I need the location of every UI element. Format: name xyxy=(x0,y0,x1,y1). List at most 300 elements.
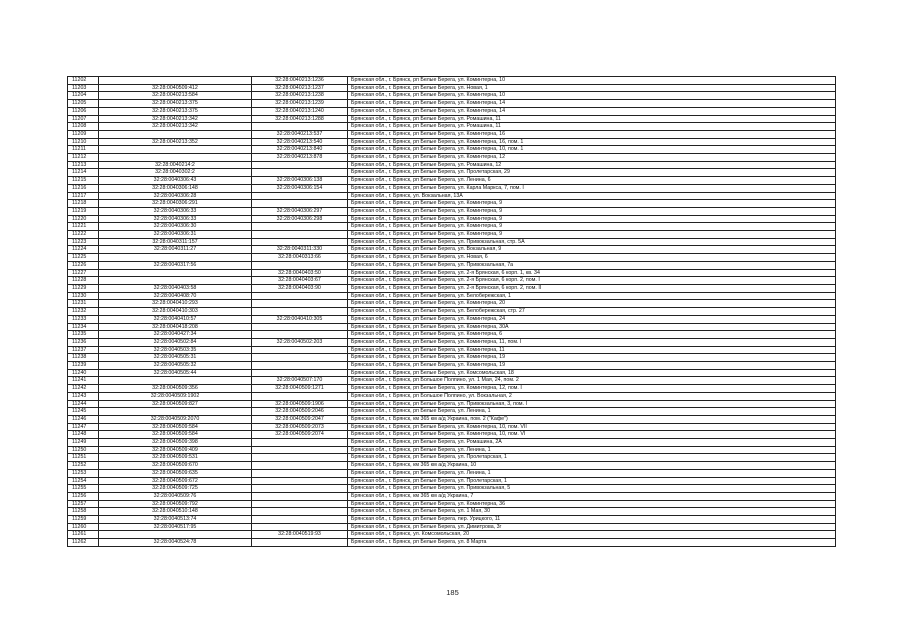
address-cell: Брянская обл., г. Брянск, ул. Вокзальная, 13А xyxy=(348,192,836,200)
row-number-cell: 11238 xyxy=(68,354,99,362)
table-row xyxy=(68,539,836,547)
address-cell: Брянская обл., г. Брянск, рп Белые Берега, ул. Коминтерна, 16, пом. 1 xyxy=(348,138,836,146)
table-row xyxy=(68,485,836,493)
table-row xyxy=(68,431,836,439)
land-cadastral-cell: 32:28:0040214:2 xyxy=(99,161,252,169)
table-row xyxy=(68,354,836,362)
address-cell: Брянская обл., г. Брянск, рп Белые Берега, ул. Коминтерна, 9 xyxy=(348,231,836,239)
building-cadastral-cell xyxy=(252,323,348,331)
building-cadastral-cell xyxy=(252,346,348,354)
land-cadastral-cell: 32:28:0040524:78 xyxy=(99,539,252,547)
building-cadastral-cell xyxy=(252,523,348,531)
table-row xyxy=(68,446,836,454)
address-cell: Брянская обл., г. Брянск, рп Белые Берега, ул. Белобережская, 1 xyxy=(348,292,836,300)
address-cell: Брянская обл., г. Брянск, рп Белые Берега, ул. Коминтерна, 24 xyxy=(348,315,836,323)
building-cadastral-cell xyxy=(252,439,348,447)
table-row xyxy=(68,269,836,277)
row-number-cell: 11204 xyxy=(68,92,99,100)
table-row xyxy=(68,300,836,308)
building-cadastral-cell: 32:28:0040410:305 xyxy=(252,315,348,323)
land-cadastral-cell xyxy=(99,269,252,277)
row-number-cell: 11241 xyxy=(68,377,99,385)
table-row xyxy=(68,439,836,447)
address-cell: Брянская обл., г. Брянск, рп Белые Берега, ул. Коминтерна, 14 xyxy=(348,100,836,108)
table-row xyxy=(68,130,836,138)
table-row xyxy=(68,138,836,146)
land-cadastral-cell: 32:28:0040410:293 xyxy=(99,300,252,308)
address-cell: Брянская обл., г. Брянск, рп Белые Берега, ул. Ромашина, 11 xyxy=(348,115,836,123)
address-cell: Брянская обл., г. Брянск, рп Белые Берега, ул. Ромашина, 2А xyxy=(348,439,836,447)
row-number-cell: 11214 xyxy=(68,169,99,177)
land-cadastral-cell: 32:28:0040509:412 xyxy=(99,84,252,92)
address-cell: Брянская обл., г. Брянск, рп Белые Берега, ул. Коминтерна, 36 xyxy=(348,500,836,508)
building-cadastral-cell xyxy=(252,123,348,131)
land-cadastral-cell: 32:28:0040213:342 xyxy=(99,123,252,131)
row-number-cell: 11237 xyxy=(68,346,99,354)
land-cadastral-cell: 32:28:0040306:291 xyxy=(99,200,252,208)
table-row xyxy=(68,362,836,370)
address-cell: Брянская обл., г. Брянск, км 365 км а/д Украина, пом. 2 ("Кафе") xyxy=(348,415,836,423)
address-cell: Брянская обл., г. Брянск, рп Большое Полпино, ул. Вокзальная, 2 xyxy=(348,392,836,400)
address-cell: Брянская обл., г. Брянск, рп Белые Берега, ул. 8 Марта xyxy=(348,539,836,547)
building-cadastral-cell xyxy=(252,516,348,524)
building-cadastral-cell: 32:28:0040509:1271 xyxy=(252,385,348,393)
building-cadastral-cell: 32:28:0040213:537 xyxy=(252,130,348,138)
table-row xyxy=(68,169,836,177)
table-row xyxy=(68,400,836,408)
building-cadastral-cell xyxy=(252,485,348,493)
row-number-cell: 11227 xyxy=(68,269,99,277)
building-cadastral-cell xyxy=(252,369,348,377)
land-cadastral-cell xyxy=(99,146,252,154)
table-row xyxy=(68,246,836,254)
address-cell: Брянская обл., г. Брянск, рп Белые Берега, ул. Ленина, 1 xyxy=(348,446,836,454)
table-row xyxy=(68,284,836,292)
table-row xyxy=(68,331,836,339)
address-cell: Брянская обл., г. Брянск, рп Белые Берега, ул. Привокзальная, 3, пом. I xyxy=(348,400,836,408)
building-cadastral-cell xyxy=(252,500,348,508)
table-row xyxy=(68,385,836,393)
row-number-cell: 11244 xyxy=(68,400,99,408)
land-cadastral-cell: 32:28:0040509:792 xyxy=(99,500,252,508)
row-number-cell: 11230 xyxy=(68,292,99,300)
building-cadastral-cell: 32:28:0040213:1236 xyxy=(252,77,348,85)
address-cell: Брянская обл., г. Брянск, рп Белые Берега, ул. Коминтерна, 10 xyxy=(348,92,836,100)
building-cadastral-cell: 32:28:0040213:540 xyxy=(252,138,348,146)
address-cell: Брянская обл., г. Брянск, рп Белые Берега, ул. Ленина, 1 xyxy=(348,469,836,477)
building-cadastral-cell: 32:28:0040509:1906 xyxy=(252,400,348,408)
building-cadastral-cell xyxy=(252,354,348,362)
land-cadastral-cell: 32:28:0040213:584 xyxy=(99,92,252,100)
table-row xyxy=(68,84,836,92)
row-number-cell: 11239 xyxy=(68,362,99,370)
row-number-cell: 11208 xyxy=(68,123,99,131)
land-cadastral-cell: 32:28:0040505:31 xyxy=(99,354,252,362)
row-number-cell: 11231 xyxy=(68,300,99,308)
building-cadastral-cell xyxy=(252,238,348,246)
building-cadastral-cell: 32:28:0040213:1288 xyxy=(252,115,348,123)
table-row xyxy=(68,423,836,431)
building-cadastral-cell xyxy=(252,392,348,400)
row-number-cell: 11232 xyxy=(68,308,99,316)
row-number-cell: 11247 xyxy=(68,423,99,431)
row-number-cell: 11222 xyxy=(68,231,99,239)
address-cell: Брянская обл., г. Брянск, рп Белые Берега, ул. Привокзальная, 5 xyxy=(348,485,836,493)
building-cadastral-cell: 32:28:0040502:203 xyxy=(252,338,348,346)
address-cell: Брянская обл., г. Брянск, рп Белые Берега, ул. Коминтерна, 10, пом. VII xyxy=(348,423,836,431)
land-cadastral-cell: 32:28:0040503:35 xyxy=(99,346,252,354)
address-cell: Брянская обл., г. Брянск, рп Белые Берега, ул. Коминтерна, 11, пом. I xyxy=(348,338,836,346)
row-number-cell: 11229 xyxy=(68,284,99,292)
land-cadastral-cell: 32:28:0040418:208 xyxy=(99,323,252,331)
table-row xyxy=(68,516,836,524)
address-cell: Брянская обл., г. Брянск, рп Белые Берега, ул. Коминтерна, 16 xyxy=(348,130,836,138)
building-cadastral-cell: 32:28:0040213:1240 xyxy=(252,107,348,115)
address-cell: Брянская обл., г. Брянск, рп Белые Берега, ул. Коминтерна, 14 xyxy=(348,107,836,115)
row-number-cell: 11253 xyxy=(68,469,99,477)
row-number-cell: 11215 xyxy=(68,177,99,185)
row-number-cell: 11216 xyxy=(68,184,99,192)
building-cadastral-cell: 32:28:0040213:1237 xyxy=(252,84,348,92)
table-row xyxy=(68,107,836,115)
address-cell: Брянская обл., г. Брянск, ул. Комсомольская, 20 xyxy=(348,531,836,539)
land-cadastral-cell: 32:28:0040509:76 xyxy=(99,492,252,500)
building-cadastral-cell xyxy=(252,362,348,370)
table-row xyxy=(68,100,836,108)
land-cadastral-cell: 32:28:0040410:57 xyxy=(99,315,252,323)
table-row xyxy=(68,254,836,262)
row-number-cell: 11246 xyxy=(68,415,99,423)
building-cadastral-cell xyxy=(252,161,348,169)
building-cadastral-cell: 32:28:0040509:2047 xyxy=(252,415,348,423)
building-cadastral-cell xyxy=(252,469,348,477)
table-row xyxy=(68,192,836,200)
table-row xyxy=(68,392,836,400)
building-cadastral-cell: 32:28:0040306:298 xyxy=(252,215,348,223)
table-row xyxy=(68,415,836,423)
land-cadastral-cell xyxy=(99,77,252,85)
table-row xyxy=(68,123,836,131)
row-number-cell: 11257 xyxy=(68,500,99,508)
table-row xyxy=(68,146,836,154)
row-number-cell: 11221 xyxy=(68,223,99,231)
address-cell: Брянская обл., г. Брянск, рп Белые Берега, пер. Урицкого, 11 xyxy=(348,516,836,524)
address-cell: Брянская обл., г. Брянск, рп Белые Берега, ул. Коминтерна, 12, пом. I xyxy=(348,385,836,393)
row-number-cell: 11209 xyxy=(68,130,99,138)
building-cadastral-cell xyxy=(252,308,348,316)
address-cell: Брянская обл., г. Брянск, рп Белые Берега, ул. Коминтерна, 10, пом. 1 xyxy=(348,146,836,154)
address-cell: Брянская обл., г. Брянск, рп Белые Берега, ул. Комсомольская, 18 xyxy=(348,369,836,377)
row-number-cell: 11233 xyxy=(68,315,99,323)
address-cell: Брянская обл., г. Брянск, рп Белые Берега, ул. Коминтерна, 6 xyxy=(348,331,836,339)
land-cadastral-cell: 32:28:0040509:725 xyxy=(99,485,252,493)
table-row xyxy=(68,500,836,508)
land-cadastral-cell: 32:28:0040505:44 xyxy=(99,369,252,377)
table-row xyxy=(68,200,836,208)
row-number-cell: 11255 xyxy=(68,485,99,493)
row-number-cell: 11243 xyxy=(68,392,99,400)
land-cadastral-cell: 32:28:0040509:398 xyxy=(99,439,252,447)
row-number-cell: 11224 xyxy=(68,246,99,254)
row-number-cell: 11226 xyxy=(68,261,99,269)
address-cell: Брянская обл., г. Брянск, рп Белые Берега, ул. Новая, 6 xyxy=(348,254,836,262)
address-cell: Брянская обл., г. Брянск, рп Белые Берега, ул. Коминтерна, 9 xyxy=(348,215,836,223)
row-number-cell: 11205 xyxy=(68,100,99,108)
land-cadastral-cell: 32:28:0040306:33 xyxy=(99,207,252,215)
address-cell: Брянская обл., г. Брянск, рп Белые Берега, ул. 2-я Брянская, 6 корп. 1, кв. 34 xyxy=(348,269,836,277)
table-row xyxy=(68,92,836,100)
land-cadastral-cell: 32:28:0040502:84 xyxy=(99,338,252,346)
land-cadastral-cell: 32:28:0040509:584 xyxy=(99,423,252,431)
building-cadastral-cell: 32:28:0040213:840 xyxy=(252,146,348,154)
row-number-cell: 11248 xyxy=(68,431,99,439)
address-cell: Брянская обл., г. Брянск, рп Белые Берега, ул. Карла Маркса, 7, пом. I xyxy=(348,184,836,192)
building-cadastral-cell: 32:28:0040403:50 xyxy=(252,269,348,277)
address-cell: Брянская обл., г. Брянск, рп Белые Берега, ул. Пролетарская, 1 xyxy=(348,454,836,462)
address-cell: Брянская обл., г. Брянск, рп Белые Берега, ул. Пролетарская, 1 xyxy=(348,477,836,485)
building-cadastral-cell xyxy=(252,169,348,177)
land-cadastral-cell: 32:28:0040213:375 xyxy=(99,107,252,115)
building-cadastral-cell xyxy=(252,292,348,300)
land-cadastral-cell: 32:28:0040427:34 xyxy=(99,331,252,339)
row-number-cell: 11218 xyxy=(68,200,99,208)
address-cell: Брянская обл., г. Брянск, км 365 км а/д Украина, 10 xyxy=(348,462,836,470)
table-row xyxy=(68,462,836,470)
building-cadastral-cell: 32:28:0040213:1239 xyxy=(252,100,348,108)
land-cadastral-cell: 32:28:0040505:32 xyxy=(99,362,252,370)
land-cadastral-cell xyxy=(99,277,252,285)
row-number-cell: 11240 xyxy=(68,369,99,377)
land-cadastral-cell: 32:28:0040513:74 xyxy=(99,516,252,524)
land-cadastral-cell: 32:28:0040306:28 xyxy=(99,192,252,200)
land-cadastral-cell: 32:28:0040213:352 xyxy=(99,138,252,146)
cadastral-table xyxy=(67,76,836,547)
land-cadastral-cell: 32:28:0040311:27 xyxy=(99,246,252,254)
building-cadastral-cell: 32:28:0040509:2074 xyxy=(252,431,348,439)
table-row xyxy=(68,492,836,500)
land-cadastral-cell xyxy=(99,408,252,416)
row-number-cell: 11262 xyxy=(68,539,99,547)
land-cadastral-cell: 32:28:0040306:31 xyxy=(99,231,252,239)
row-number-cell: 11217 xyxy=(68,192,99,200)
address-cell: Брянская обл., г. Брянск, рп Белые Берега, ул. Коминтерна, 19 xyxy=(348,354,836,362)
building-cadastral-cell: 32:28:0040313:66 xyxy=(252,254,348,262)
land-cadastral-cell: 32:28:0040509:531 xyxy=(99,454,252,462)
land-cadastral-cell: 32:28:0040403:58 xyxy=(99,284,252,292)
row-number-cell: 11259 xyxy=(68,516,99,524)
row-number-cell: 11261 xyxy=(68,531,99,539)
table-row xyxy=(68,177,836,185)
address-cell: Брянская обл., г. Брянск, рп Белые Берега, ул. Привокзальная, стр. 5А xyxy=(348,238,836,246)
land-cadastral-cell: 32:28:0040408:70 xyxy=(99,292,252,300)
row-number-cell: 11213 xyxy=(68,161,99,169)
building-cadastral-cell xyxy=(252,492,348,500)
building-cadastral-cell xyxy=(252,477,348,485)
land-cadastral-cell: 32:28:0040509:409 xyxy=(99,446,252,454)
land-cadastral-cell xyxy=(99,531,252,539)
address-cell: Брянская обл., г. Брянск, рп Белые Берега, ул. Белобережская, стр. 27 xyxy=(348,308,836,316)
address-cell: Брянская обл., г. Брянск, рп Белые Берега, ул. Коминтерна, 10, пом. VI xyxy=(348,431,836,439)
address-cell: Брянская обл., г. Брянск, рп Белые Берега, ул. Коминтерна, 10 xyxy=(348,77,836,85)
land-cadastral-cell: 32:28:0040510:148 xyxy=(99,508,252,516)
table-row xyxy=(68,115,836,123)
row-number-cell: 11235 xyxy=(68,331,99,339)
table-row xyxy=(68,261,836,269)
table-row xyxy=(68,508,836,516)
row-number-cell: 11236 xyxy=(68,338,99,346)
row-number-cell: 11245 xyxy=(68,408,99,416)
building-cadastral-cell xyxy=(252,462,348,470)
land-cadastral-cell: 32:28:0040509:1902 xyxy=(99,392,252,400)
building-cadastral-cell: 32:28:0040213:1238 xyxy=(252,92,348,100)
table-row xyxy=(68,523,836,531)
table-row xyxy=(68,369,836,377)
address-cell: Брянская обл., г. Брянск, рп Большое Полпино, ул. 1 Мая, 24, пом. 2 xyxy=(348,377,836,385)
row-number-cell: 11210 xyxy=(68,138,99,146)
row-number-cell: 11228 xyxy=(68,277,99,285)
address-cell: Брянская обл., г. Брянск, рп Белые Берега, ул. Ромашина, 11 xyxy=(348,123,836,131)
building-cadastral-cell xyxy=(252,300,348,308)
address-cell: Брянская обл., г. Брянск, рп Белые Берега, ул. Коминтерна, 9 xyxy=(348,207,836,215)
land-cadastral-cell: 32:28:0040306:148 xyxy=(99,184,252,192)
address-cell: Брянская обл., г. Брянск, рп Белые Берега, ул. Коминтерна, 20 xyxy=(348,300,836,308)
building-cadastral-cell: 32:28:0040306:138 xyxy=(252,177,348,185)
table-row xyxy=(68,184,836,192)
building-cadastral-cell: 32:28:0040306:154 xyxy=(252,184,348,192)
address-cell: Брянская обл., г. Брянск, рп Белые Берега, ул. Ромашина, 12 xyxy=(348,161,836,169)
row-number-cell: 11250 xyxy=(68,446,99,454)
table-row xyxy=(68,454,836,462)
building-cadastral-cell: 32:28:0040519:93 xyxy=(252,531,348,539)
land-cadastral-cell xyxy=(99,254,252,262)
table-row xyxy=(68,469,836,477)
land-cadastral-cell: 32:28:0040509:635 xyxy=(99,469,252,477)
address-cell: Брянская обл., г. Брянск, рп Белые Берега, ул. Коминтерна, 12 xyxy=(348,154,836,162)
table-row xyxy=(68,308,836,316)
address-cell: Брянская обл., г. Брянск, рп Белые Берега, ул. Коминтерна, 30А xyxy=(348,323,836,331)
row-number-cell: 11223 xyxy=(68,238,99,246)
row-number-cell: 11252 xyxy=(68,462,99,470)
row-number-cell: 11207 xyxy=(68,115,99,123)
address-cell: Брянская обл., г. Брянск, рп Белые Берега, ул. Ленина, 6 xyxy=(348,177,836,185)
row-number-cell: 11256 xyxy=(68,492,99,500)
address-cell: Брянская обл., г. Брянск, рп Белые Берега, ул. 2-я Брянская, 6 корп. 2, пом. II xyxy=(348,284,836,292)
land-cadastral-cell xyxy=(99,130,252,138)
table-row xyxy=(68,277,836,285)
table-row xyxy=(68,207,836,215)
address-cell: Брянская обл., г. Брянск, рп Белые Берега, ул. 1 Мая, 30 xyxy=(348,508,836,516)
land-cadastral-cell: 32:28:0040509:670 xyxy=(99,462,252,470)
building-cadastral-cell xyxy=(252,200,348,208)
row-number-cell: 11249 xyxy=(68,439,99,447)
row-number-cell: 11242 xyxy=(68,385,99,393)
address-cell: Брянская обл., г. Брянск, рп Белые Берега, ул. Коминтерна, 11 xyxy=(348,346,836,354)
building-cadastral-cell xyxy=(252,261,348,269)
row-number-cell: 11211 xyxy=(68,146,99,154)
row-number-cell: 11203 xyxy=(68,84,99,92)
row-number-cell: 11251 xyxy=(68,454,99,462)
page-number: 185 xyxy=(446,588,459,597)
row-number-cell: 11225 xyxy=(68,254,99,262)
table-row xyxy=(68,223,836,231)
land-cadastral-cell: 32:28:0040509:827 xyxy=(99,400,252,408)
building-cadastral-cell: 32:28:0040509:2046 xyxy=(252,408,348,416)
row-number-cell: 11260 xyxy=(68,523,99,531)
building-cadastral-cell: 32:28:0040507:170 xyxy=(252,377,348,385)
table-row xyxy=(68,315,836,323)
land-cadastral-cell xyxy=(99,154,252,162)
table-body xyxy=(68,77,836,547)
building-cadastral-cell xyxy=(252,192,348,200)
land-cadastral-cell: 32:28:0040311:157 xyxy=(99,238,252,246)
land-cadastral-cell: 32:28:0040213:342 xyxy=(99,115,252,123)
building-cadastral-cell xyxy=(252,508,348,516)
land-cadastral-cell: 32:28:0040317:56 xyxy=(99,261,252,269)
address-cell: Брянская обл., г. Брянск, рп Белые Берега, ул. Новая, 1 xyxy=(348,84,836,92)
table-row xyxy=(68,531,836,539)
land-cadastral-cell: 32:28:0040306:30 xyxy=(99,223,252,231)
land-cadastral-cell: 32:28:0040509:2070 xyxy=(99,415,252,423)
row-number-cell: 11220 xyxy=(68,215,99,223)
land-cadastral-cell: 32:28:0040213:375 xyxy=(99,100,252,108)
address-cell: Брянская обл., г. Брянск, рп Белые Берега, ул. Вокзальная, 9 xyxy=(348,246,836,254)
table-row xyxy=(68,231,836,239)
land-cadastral-cell: 32:28:0040509:584 xyxy=(99,431,252,439)
row-number-cell: 11212 xyxy=(68,154,99,162)
building-cadastral-cell xyxy=(252,454,348,462)
building-cadastral-cell: 32:28:0040403:90 xyxy=(252,284,348,292)
address-cell: Брянская обл., г. Брянск, рп Белые Берега, ул. Привокзальная, 7а xyxy=(348,261,836,269)
row-number-cell: 11219 xyxy=(68,207,99,215)
building-cadastral-cell: 32:28:0040509:2073 xyxy=(252,423,348,431)
land-cadastral-cell: 32:28:0040509:672 xyxy=(99,477,252,485)
row-number-cell: 11254 xyxy=(68,477,99,485)
row-number-cell: 11202 xyxy=(68,77,99,85)
table-row xyxy=(68,323,836,331)
land-cadastral-cell: 32:28:0040410:303 xyxy=(99,308,252,316)
table-row xyxy=(68,77,836,85)
table-row xyxy=(68,292,836,300)
table-row xyxy=(68,377,836,385)
building-cadastral-cell: 32:28:0040311:330 xyxy=(252,246,348,254)
row-number-cell: 11206 xyxy=(68,107,99,115)
row-number-cell: 11258 xyxy=(68,508,99,516)
land-cadastral-cell: 32:28:0040306:33 xyxy=(99,215,252,223)
address-cell: Брянская обл., г. Брянск, рп Белые Берега, ул. Димитрова, 3г xyxy=(348,523,836,531)
building-cadastral-cell xyxy=(252,446,348,454)
table-row xyxy=(68,161,836,169)
building-cadastral-cell: 32:28:0040306:297 xyxy=(252,207,348,215)
address-cell: Брянская обл., г. Брянск, рп Белые Берега, ул. Пролетарская, 29 xyxy=(348,169,836,177)
address-cell: Брянская обл., г. Брянск, рп Белые Берега, ул. 2-я Брянская, 6 корп. 2, пом. I xyxy=(348,277,836,285)
table-row xyxy=(68,154,836,162)
land-cadastral-cell: 32:28:0040302:2 xyxy=(99,169,252,177)
building-cadastral-cell: 32:28:0040403:67 xyxy=(252,277,348,285)
table-row xyxy=(68,215,836,223)
address-cell: Брянская обл., г. Брянск, рп Белые Берега, ул. Коминтерна, 9 xyxy=(348,200,836,208)
address-cell: Брянская обл., г. Брянск, рп Белые Берега, ул. Коминтерна, 9 xyxy=(348,223,836,231)
address-cell: Брянская обл., г. Брянск, рп Белые Берега, ул. Коминтерна, 19 xyxy=(348,362,836,370)
table-row xyxy=(68,238,836,246)
table-row xyxy=(68,408,836,416)
building-cadastral-cell xyxy=(252,539,348,547)
table-row xyxy=(68,346,836,354)
building-cadastral-cell xyxy=(252,223,348,231)
row-number-cell: 11234 xyxy=(68,323,99,331)
building-cadastral-cell: 32:28:0040213:878 xyxy=(252,154,348,162)
land-cadastral-cell xyxy=(99,377,252,385)
address-cell: Брянская обл., г. Брянск, рп Белые Берега, ул. Ленина, 1 xyxy=(348,408,836,416)
